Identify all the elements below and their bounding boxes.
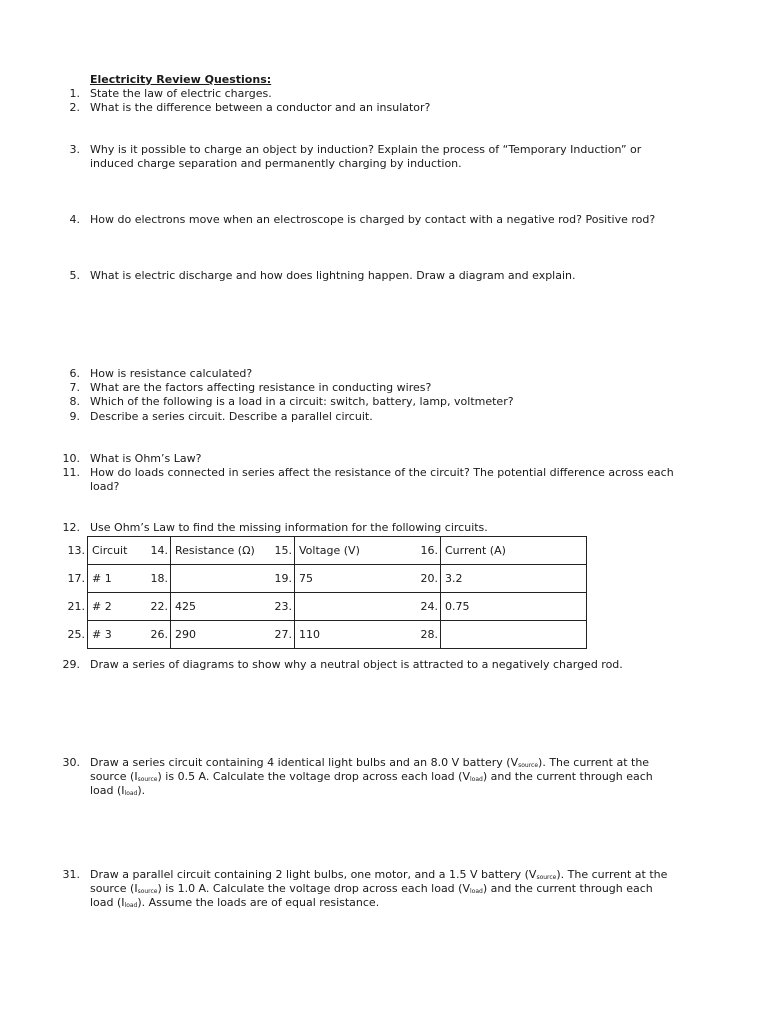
cell-number: 20. <box>420 572 438 585</box>
cell-value <box>295 600 299 613</box>
cell-number: 22. <box>150 600 168 613</box>
question-text: Draw a series of diagrams to show why a neutral object is attracted to a negatively charged rod. <box>90 658 623 671</box>
question-text <box>90 868 675 910</box>
cell-number: 17. <box>67 572 85 585</box>
question-text: Which of the following is a load in a circuit: switch, battery, lamp, voltmeter? <box>90 395 514 408</box>
cell-value: # 1 <box>92 571 112 585</box>
subscript: source <box>536 874 557 881</box>
question-number: 3. <box>69 143 80 156</box>
question-number: 10. <box>62 452 80 465</box>
table-cell <box>274 565 441 593</box>
cell-value: 425 <box>175 599 196 613</box>
question-number: 2. <box>69 101 80 114</box>
cell-number: 27. <box>274 628 292 641</box>
table-cell <box>274 621 441 649</box>
question-number: 29. <box>62 658 80 671</box>
cell-number: 19. <box>274 572 292 585</box>
text-segment: Draw a series circuit containing 4 identical light bulbs and an 8.0 V battery (V <box>90 756 519 769</box>
question-text: Describe a series circuit. Describe a parallel circuit. <box>90 410 373 423</box>
cell-value: # 2 <box>92 599 112 613</box>
cell-number: 25. <box>67 628 85 641</box>
text-segment: ) is 0.5 A. Calculate the voltage drop across each load (V <box>157 770 470 783</box>
question-number: 8. <box>69 395 80 408</box>
question-text: How do loads connected in series affect the resistance of the circuit? The potential difference across each load? <box>90 466 674 493</box>
cell-number: 14. <box>150 544 168 557</box>
text-segment: ). Assume the loads are of equal resistance. <box>137 896 380 909</box>
subscript: source <box>518 762 539 769</box>
table-row <box>88 621 587 649</box>
cell-number: 23. <box>274 600 292 613</box>
cell-number: 13. <box>67 544 85 557</box>
text-segment: ) and the current through each load (I <box>90 770 653 797</box>
question-text <box>90 756 675 798</box>
subscript: load <box>124 902 138 909</box>
question-text: What is Ohm’s Law? <box>90 452 202 465</box>
question-number: 1. <box>69 87 80 100</box>
cell-number: 26. <box>150 628 168 641</box>
question-text: Why is it possible to charge an object by induction? Explain the process of “Temporary Induction” or induced charge separation and permanently charging by induction. <box>90 143 642 170</box>
cell-value: 0.75 <box>445 599 470 613</box>
text-segment: ). The current at the source (I <box>90 756 650 783</box>
table-cell <box>274 593 441 621</box>
question-number: 30. <box>62 756 80 769</box>
cell-number: 21. <box>67 600 85 613</box>
cell-value: # 3 <box>92 627 112 641</box>
question-number: 11. <box>62 466 80 479</box>
cell-value <box>441 628 445 641</box>
cell-value: 290 <box>175 627 196 641</box>
question-text: How is resistance calculated? <box>90 367 253 380</box>
question-number: 9. <box>69 410 80 423</box>
question-number: 12. <box>62 521 80 534</box>
question-number: 7. <box>69 381 80 394</box>
cell-value <box>171 572 175 585</box>
question-text: How do electrons move when an electroscope is charged by contact with a negative rod? Positive rod? <box>90 213 656 226</box>
text-segment: ) and the current through each load (I <box>90 882 653 909</box>
text-segment: Draw a parallel circuit containing 2 light bulbs, one motor, and a 1.5 V battery (V <box>90 868 537 881</box>
cell-number: 16. <box>420 544 438 557</box>
question-text: What is the difference between a conductor and an insulator? <box>90 101 431 114</box>
question-number: 4. <box>69 213 80 226</box>
table-row <box>88 565 587 593</box>
cell-number: 24. <box>420 600 438 613</box>
cell-number: 15. <box>274 544 292 557</box>
question-number: 5. <box>69 269 80 282</box>
table-cell <box>274 537 441 565</box>
question-text: State the law of electric charges. <box>90 87 272 100</box>
question-text: What is electric discharge and how does lightning happen. Draw a diagram and explain. <box>90 269 576 282</box>
column-header: Circuit <box>92 543 128 557</box>
question-number: 31. <box>62 868 80 881</box>
question-number: 6. <box>69 367 80 380</box>
text-segment: ). <box>137 784 146 797</box>
table-row <box>88 593 587 621</box>
table-cell <box>420 565 587 593</box>
text-segment: ) is 1.0 A. Calculate the voltage drop across each load (V <box>157 882 470 895</box>
cell-value: 3.2 <box>445 571 463 585</box>
cell-number: 28. <box>420 628 438 641</box>
question-text: What are the factors affecting resistance in conducting wires? <box>90 381 432 394</box>
table-header-row <box>88 537 587 565</box>
table-cell <box>420 537 587 565</box>
subscript: load <box>124 790 138 797</box>
text-segment: ). The current at the source (I <box>90 868 668 895</box>
subscript: load <box>469 776 483 783</box>
question-text: Use Ohm’s Law to find the missing information for the following circuits. <box>90 521 488 534</box>
ohms-law-table <box>67 536 587 649</box>
subscript: load <box>469 888 483 895</box>
table-cell <box>420 621 587 649</box>
table-cell <box>420 593 587 621</box>
column-header: Current (A) <box>445 543 506 557</box>
cell-value: 110 <box>299 627 320 641</box>
column-header: Resistance (Ω) <box>175 543 255 557</box>
column-header: Voltage (V) <box>299 543 360 557</box>
subscript: source <box>137 888 158 895</box>
cell-value: 75 <box>299 571 313 585</box>
subscript: source <box>137 776 158 783</box>
cell-number: 18. <box>150 572 168 585</box>
page-title: Electricity Review Questions: <box>90 73 272 86</box>
